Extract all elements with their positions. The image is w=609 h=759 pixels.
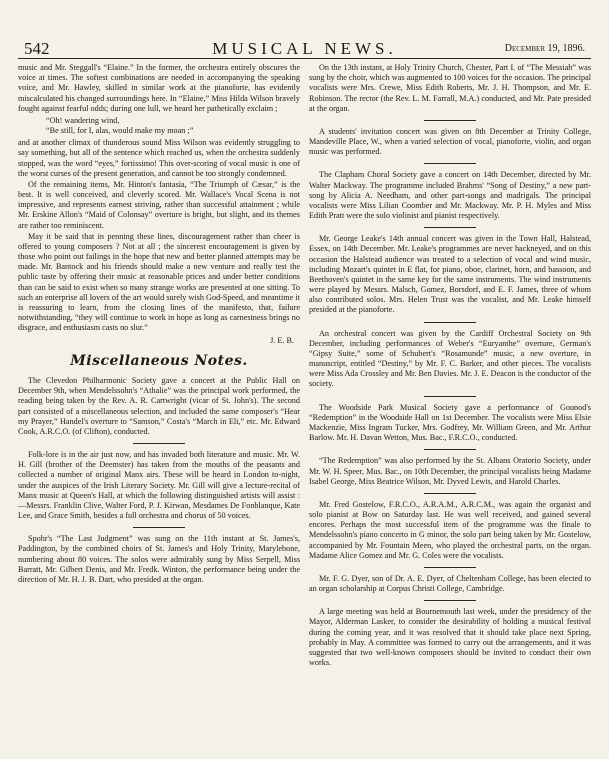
divider-rule [424,600,476,601]
page-header [18,36,591,59]
news-item: Mr. George Leake's 14th annual concert was given in the Town Hall, Halstead, Essex, on 14th December. Mr. Leake's programmes are never hackneyed, and on this occasion the Halstead audience was treated to a selection of vocal and wind music, including Mozart's quintet in E flat, for piano, oboe, clarinet, horn, and bassoon, and Beethoven's quintet in the same key for the same instruments. The wind instruments were played by Messrs. Malsch, Gomez, Borsdorf, and E. F. James, three of whom also contributed solos. Mrs. Helen Trust was the vocalist, and Mr. Leake himself presided at the pianoforte. [309,234,591,315]
author-signature: J. E. B. [270,336,294,346]
masthead-title: MUSICAL NEWS. [212,39,397,58]
divider-rule [424,396,476,397]
news-item: An orchestral concert was given by the Cardiff Orchestral Society on 9th December, including performances of Weber's “Euryanthe” overture, German's “Gipsy Suite,” some of Schubert's “Rosamunde” music, a new overture, in manuscript, entitled “Destiny,” by Mr. F. C. Barker, and other pieces. The vocalists were Miss Ada Crossley and Mr. Ben Davies. Mr. J. E. Deacon is the conductor of the society. [309,328,591,389]
two-column-body [18,63,591,669]
news-item: A students' invitation concert was given on 8th December at Trinity College, Mandeville Place, W., when a varied selection of vocal, pianoforte, violin, and organ music was performed. [309,126,591,157]
review-paragraph: May it be said that in penning these lines, discouragement rather than cheer is offered to young composers ? Not at all ; the sincerest encouragement is given by those who point out failings in the hope that new and better planned attempts may be made. Mr. Bantock and his friends should make a new venture and really test the public taste by offering their music at reasonable prices and under better conditions than can be said to exist when so many strange works are presented at one sitting. To such an enterprise all lovers of the art would surely wish God-Speed, and meantime it is reassuring to learn, from the closing lines of the manifesto, that, failure notwithstanding, “they will continue to work in hope as long as carnestness brings no disgrace, and enthusiasm casts no slur.” [18,231,300,333]
divider-rule [424,322,476,323]
news-item: Mr. F. G. Dyer, son of Dr. A. E. Dyer, of Cheltenham College, has been elected to an organ scholarship at Corpus Christi College, Cambridge. [309,573,591,594]
news-item: On the 13th instant, at Holy Trinity Church, Chester, Part I. of “The Messiah” was sung by the choir, which was augmented to 100 voices for the occasion. The principal vocalists were Mrs. Crewe, Miss Edith Roberts, Mr. J. H. Thompson, and Mr. E. Robinson. The rector (the Rev. L. M. Farrall, M.A.) conducted, and Mr. Pate presided at the organ. [309,63,591,113]
news-item: “The Redemption” was also performed by the St. Albans Oratorio Society, under Mr. W. H. Speer, Mus. Bac., on 10th December, the principal vocalists being Madame Isabel George, Miss Beatrice Wilson, Mr. Dyved Lewis, and Harold Charles. [309,456,591,486]
news-item: A large meeting was held at Bournemouth last week, under the presidency of the Mayor, Alderman Lasker, to consider the desirability of holding a musical festival during the coming year, and it was resolved that it should take place next Spring, probably in May. A committee was formed to carry out the arrangements, and it was suggested that two well-known composers should be invited to conduct their own works. [309,607,591,668]
verse-quote [46,116,300,136]
right-column [309,63,591,669]
issue-date: December 19, 1896. [504,43,585,54]
verse-line: “Oh! wandering wind, [46,115,120,125]
divider-rule [133,527,185,528]
divider-rule [424,493,476,494]
verse-line: “Be still, for I, alas, would make my moan ;” [46,126,194,136]
news-item: The Clevedon Philharmonic Society gave a concert at the Public Hall on December 9th, when Mendelssohn's “Athalie” was the principal work performed, the reading being taken by the Rev. A. R. Cartwright (vicar of St. John's). The second part consisted of a miscellaneous selection, and included the same composer's “Hear my Prayer,” Handel's overture to “Samson,” Costa's “March in Eli,” etc. Mr. Edward Cook, A.R.C.O. (of Clifton), conducted. [18,376,300,436]
news-item: The Clapham Choral Society gave a concert on 14th December, directed by Mr. Walter Mackway. The programme included Brahms' “Song of Destiny,” a new part-song by Alicia A. Needham, and other part-songs and madrigals. The principal vocalists were Miss Lilian Coomber and Mr. Mackway. Mr. P. H. Myles and Miss Edith Pratt were the solo violinist and pianist respectively. [309,170,591,221]
news-item: Spohr's “The Last Judgment” was sung on the 11th instant at St. James's, Paddington, by the combined choirs of St. James's and Holy Trinity, Marylebone, numbering about 80 voices. The solos were admirably sung by Miss Serpell, Miss Barratt, Mr. Gilbert Denis, and Mr. Fredk. Winton, the performance being under the direction of Mr. H. J. B. Dart, who presided at the organ. [18,534,300,584]
news-item: Folk-lore is in the air just now, and has invaded both literature and music. Mr. W. H. Gill (brother of the Deemster) has taken from the mouths of the peasants and collected a number of original Manx airs. These will be heard in London to-night, under the auspices of the Irish Literary Society. Mr. Gill will give a lecture-recital of Manx music at Queen's Hall, at which the following distinguished artists will assist :—Messrs. Franklin Clive, Walter Ford, P. J. Kirwan, Mesdames De Fonblanque, Kate Lee, and Grace Smith, besides a full orchestra and chorus of 50 voices. [18,450,300,521]
divider-rule [424,567,476,568]
divider-rule [424,163,476,164]
review-paragraph: Of the remaining items, Mr. Hinton's fantasia, “The Triumph of Cæsar,” is the best. It is well conceived, and cleverly scored. Mr. Wallace's Vocal Scena is not impressive, and represents earnest striving, rather than successful attainment ; while Mr. Erskine Allon's “Maid of Colonsay” overture is bright, but slight, and its themes are rather too reminiscent. [18,179,300,230]
divider-rule [424,227,476,228]
news-item: The Woodside Park Musical Society gave a performance of Gounod's “Redemption” in the Woodside Hall on 1st December. The vocalists were Miss Elsie Mackenzie, Miss Ingram Tucker, Mrs. Godfrey, Mr. William Green, and Mr. Arthur Barlow. Mr. H. Davan Wetton, Mus. Bac., F.R.C.O., conducted. [309,402,591,443]
review-paragraph: music and Mr. Steggall's “Elaine.” In the former, the orchestra entirely obscures the voice at times. The softest combinations are needed in accompanying the speaking voice, and Mr. Hawley, skilled in similar work at the pianoforte, has evidently miscalculated his changed surroundings here. In “Elaine,” Miss Hilda Wilson bravely fought against fearful odds; during one lull, we heard her pathetically exclaim ; [18,63,300,113]
section-heading: Miscellaneous Notes. [70,352,248,369]
news-item: Mr. Fred Gostelow, F.R.C.O., A.R.A.M., A.R.C.M., was again the organist and solo pianist at Bow on Saturday last. He was well received, and gained several encores. Perhaps the most successful item of the programme was the finale to Mendelssohn's piano concerto in G minor, the solo part being taken by Mr. Gostelow, accompanied by Mr. Fountain Meen, who played the orchestral parts, on the organ. Madame Alice Gomez and Mr. G. Coles were the vocalists. [309,499,591,560]
divider-rule [424,449,476,450]
divider-rule [133,443,185,444]
divider-rule [424,120,476,121]
page-number: 542 [24,39,50,58]
left-column [18,63,300,669]
review-paragraph: and at another climax of thunderous sound Miss Wilson was evidently struggling to say something, but all of the sentence which reached us, when the orchestra suddenly stopped, was the word “eyes,” fortissimo! This over-scoring of vocal music is one of the worst curses of the present generation, and cannot be too strongly condemned. [18,138,300,178]
